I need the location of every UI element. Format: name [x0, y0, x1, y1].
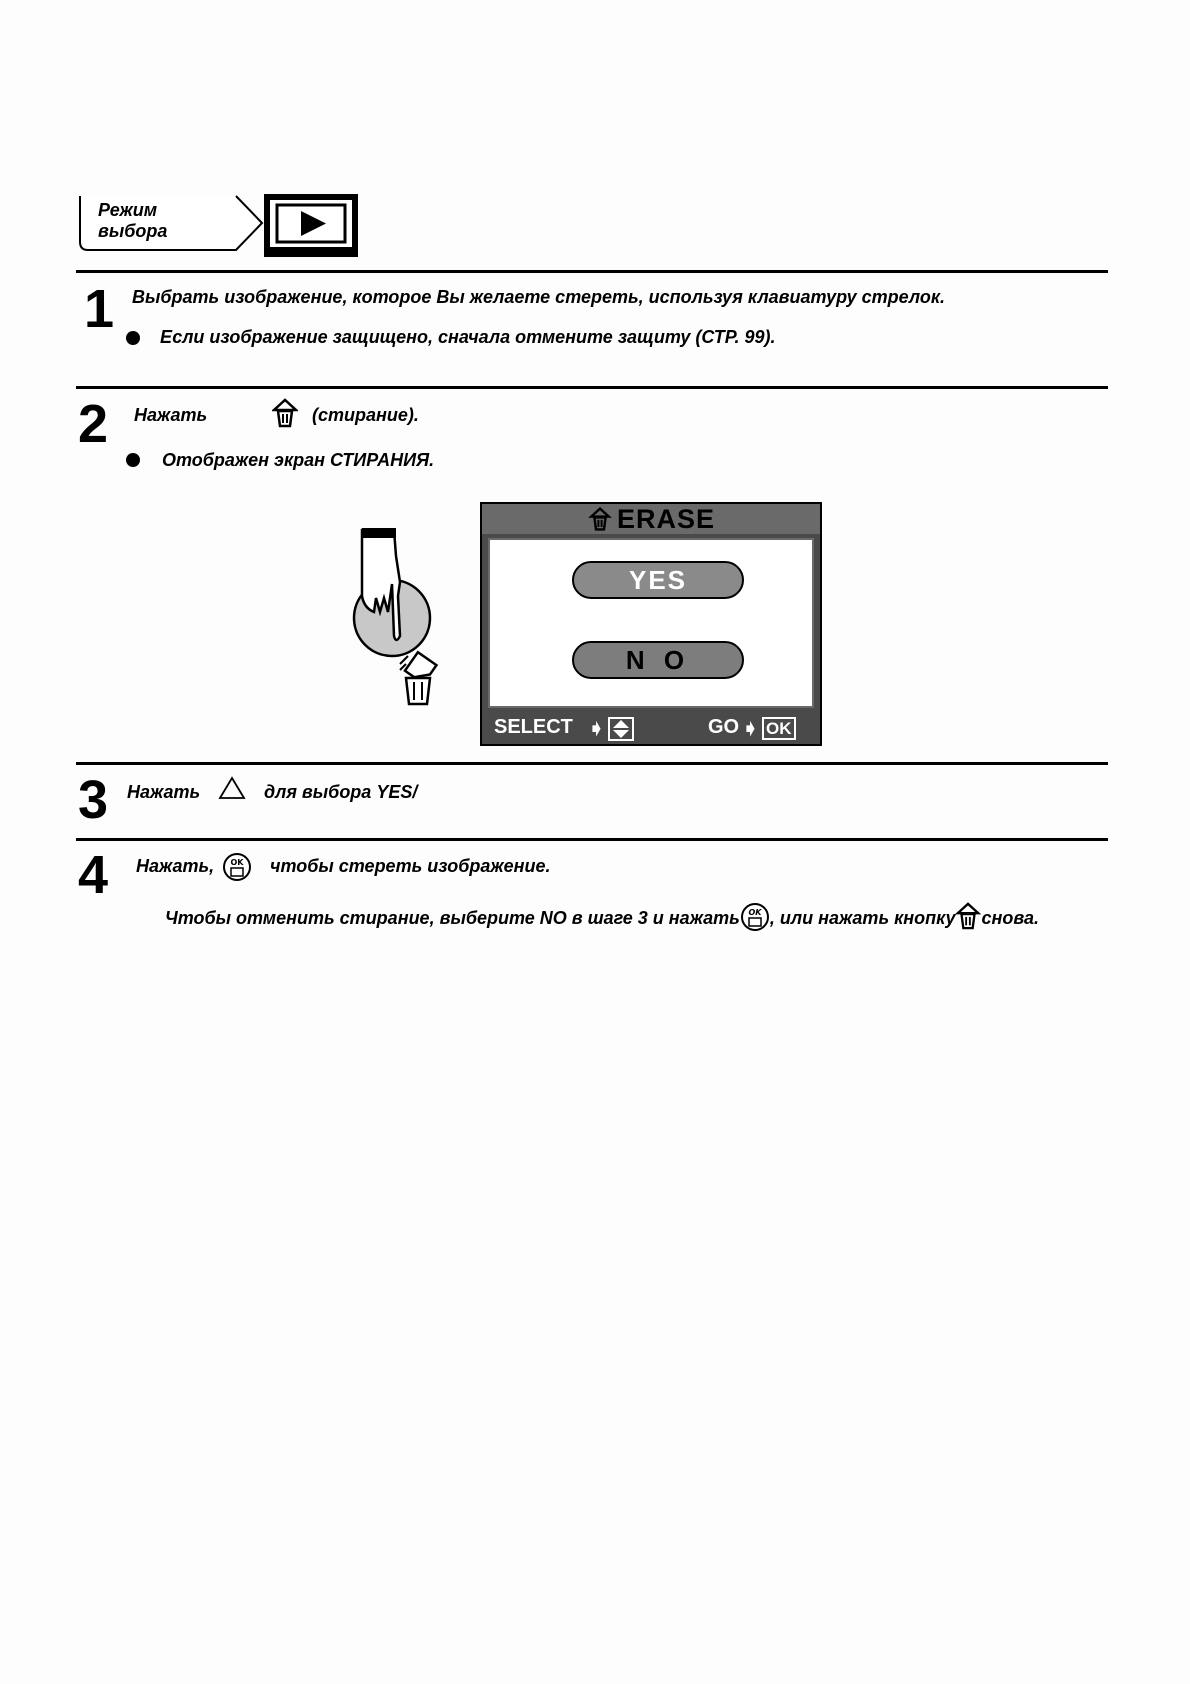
arrow-right-icon: ➧	[588, 718, 605, 740]
step-number: 3	[78, 770, 109, 830]
step4-note	[165, 902, 1039, 932]
note-part1: Чтобы отменить стирание, выберите NO в шаге 3 и нажать	[165, 908, 740, 928]
divider	[76, 838, 1108, 841]
erase-icon	[955, 902, 981, 930]
ok-button-icon	[740, 902, 770, 932]
up-down-icon	[608, 717, 634, 741]
svg-text:OK: OK	[748, 908, 762, 917]
step-number: 2	[78, 394, 109, 454]
step-number: 4	[78, 845, 109, 905]
go-label: GO	[708, 716, 740, 738]
divider	[76, 386, 1108, 389]
screen-options-panel	[488, 538, 814, 708]
up-triangle-icon	[218, 776, 246, 800]
divider	[76, 270, 1108, 273]
step1-text: Выбрать изображение, которое Вы желаете стереть, используя клавиатуру стрелок.	[132, 287, 945, 307]
note-part2: , или нажать кнопку	[769, 908, 956, 928]
step1-bullet-text: Если изображение защищено, сначала отмените защиту (СТР. 99).	[160, 327, 776, 347]
erase-icon	[587, 507, 613, 531]
svg-text:OK: OK	[230, 858, 244, 867]
note-part3: снова.	[981, 908, 1039, 928]
bullet	[126, 453, 140, 467]
step4-text-after: чтобы стереть изображение.	[270, 856, 551, 876]
mode-label-line2: выбора	[98, 221, 168, 241]
yes-option[interactable]: YES	[572, 561, 744, 599]
playback-icon	[264, 194, 358, 257]
mode-badge-label	[98, 200, 167, 242]
ok-button-icon	[222, 852, 252, 882]
step2-text-after: (стирание).	[312, 405, 419, 425]
step4-text-before: Нажать,	[136, 856, 215, 876]
step2-text-before: Нажать	[134, 405, 208, 425]
bullet	[126, 331, 140, 345]
step3-text-after: для выбора YES/	[264, 782, 418, 802]
screen-title	[482, 504, 820, 534]
hand-press-illustration	[350, 526, 450, 706]
step-number: 1	[84, 279, 115, 339]
arrow-right-icon: ➧	[742, 718, 759, 740]
screen-title-text: ERASE	[616, 504, 716, 534]
erase-icon	[272, 398, 298, 428]
divider	[76, 762, 1108, 765]
step2-bullet-text: Отображен экран СТИРАНИЯ.	[162, 450, 435, 470]
no-option[interactable]: N O	[572, 641, 744, 679]
mode-label-line1: Режим	[98, 200, 158, 220]
ok-label: OK	[762, 717, 796, 740]
erase-screen	[480, 502, 822, 746]
step3-text-before: Нажать	[127, 782, 201, 802]
select-label: SELECT	[494, 716, 573, 738]
screen-footer	[494, 716, 810, 742]
